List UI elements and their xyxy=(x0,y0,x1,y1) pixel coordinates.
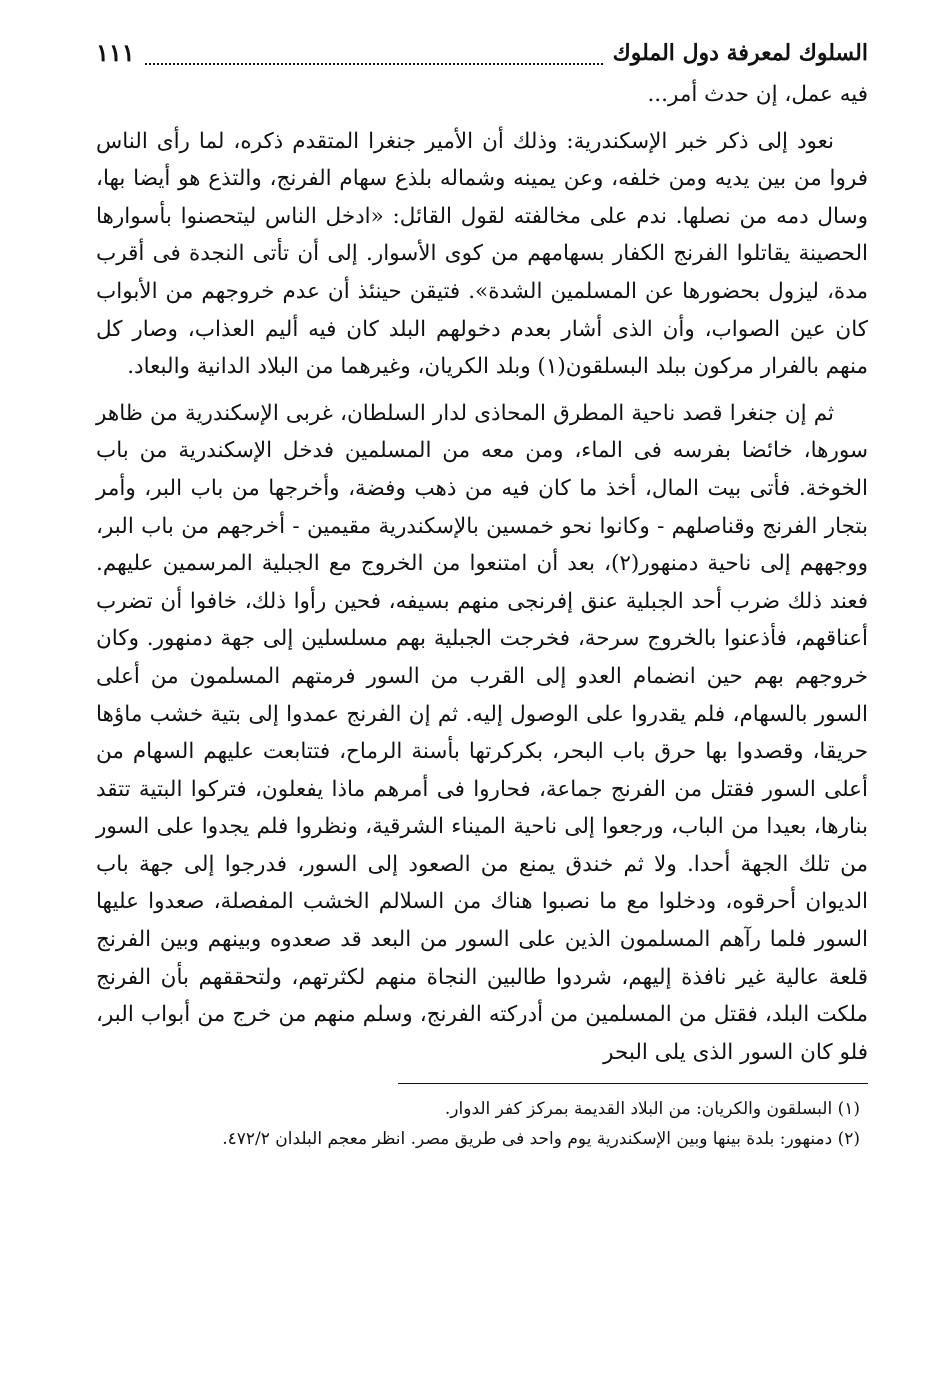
running-header xyxy=(96,30,868,76)
paragraph: نعود إلى ذكر خبر الإسكندرية: وذلك أن الأمير جنغرا المتقدم ذكره، لما رأى الناس فروا من بين يديه ومن خلفه، وعن يمينه وشماله بلذع سهام الفرنج، والتذع هو أيضا بها، وسال دمه من نصلها. ندم على مخالفته لقول القائل: «ادخل الناس ليتحصنوا بأسوارها الحصينة يقاتلوا الفرنج الكفار بسهامهم من كوى الأسوار. إلى أن تأتى النجدة فى أقرب مدة، ليزول بحضورها عن المسلمين الشدة». فتيقن حينئذ أن عدم خروجهم من الأبواب كان عين الصواب، وأن الذى أشار بعدم دخولهم البلد كان فيه أليم العذاب، وصار كل منهم بالفرار مركون ببلد البسلقون(١) وبلد الكريان، وغيرهما من البلاد الدانية والبعاد. xyxy=(96,128,868,380)
paragraph-continuation: فيه عمل، إن حدث أمر... xyxy=(647,82,868,107)
footnote-2: (٢) دمنهور: بلدة بينها وبين الإسكندرية يوم واحد فى طريق مصر. انظر معجم البلدان ٤٧٢/٢. xyxy=(222,1129,860,1150)
book-page xyxy=(96,30,868,1154)
page-number: ١١١ xyxy=(96,38,135,67)
header-leader-dots xyxy=(145,41,603,65)
book-title: السلوك لمعرفة دول الملوك xyxy=(612,40,868,66)
paragraph: ثم إن جنغرا قصد ناحية المطرق المحاذى لدار السلطان، غربى الإسكندرية من ظاهر سورها، خائضا بفرسه فى الماء، ومن معه من المسلمين فدخل الإسكندرية من باب الخوخة. فأتى بيت المال، أخذ ما كان فيه من ذهب وفضة، وأخرجها من باب البر، وأمر بتجار الفرنج وقناصلهم - وكانوا نحو خمسين بالإسكندرية مقيمين - أخرجهم من باب البر، ووجههم إلى ناحية دمنهور(٢)، بعد أن امتنعوا من الخروج مع الجبلية المرسمين عليهم. فعند ذلك ضرب أحد الجبلية عنق إفرنجى منهم بسيفه، فحين رأوا ذلك، خافوا أن تضرب أعناقهم، فأذعنوا بالخروج سرحة، فخرجت الجبلية بهم مسلسلين إلى جهة دمنهور. وكان خروجهم بهم حين انضمام العدو إلى القرب من السور فرمتهم المسلمون من أعلى السور بالسهام، فلم يقدروا على الوصول إليه. ثم إن الفرنج عمدوا إلى بتية خشب ماؤها حريقا، وقصدوا بها حرق باب البحر، بكركرتها بأسنة الرماح، فتتابعت عليهم السهام من أعلى السور فقتل من الفرنج جماعة، فحاروا فى أمرهم ماذا يفعلون، فتركوا البتية تتقد بنارها، بعيدا من الباب، ورجعوا إلى ناحية الميناء الشرقية، ونظروا فلم يجدوا على السور من تلك الجهة أحدا. ولا ثم خندق يمنع من الصعود إلى السور، فدرجوا إلى جهة باب الديوان أحرقوه، ودخلوا مع ما نصبوا هناك من السلالم الخشب المفصلة، صعدوا عليها السور فلما رآهم المسلمون الذين على السور من البعد قد صعدوه وبينهم وبين الفرنج قلعة عالية غير نافذة إليهم، شردوا طالبين النجاة منهم لكثرتهم، ولتحققهم بأن الفرنج ملكت البلد، فقتل من المسلمين من أدركته الفرنج، وسلم منهم من خرج من أبواب البر، فلو كان السور الذى يلى البحر xyxy=(96,400,868,1065)
footnote-divider xyxy=(398,1083,868,1084)
footnotes xyxy=(96,1094,868,1154)
main-text xyxy=(96,76,868,1071)
footnote-1: (١) البسلقون والكريان: من البلاد القديمة بمركز كفر الدوار. xyxy=(444,1099,860,1120)
